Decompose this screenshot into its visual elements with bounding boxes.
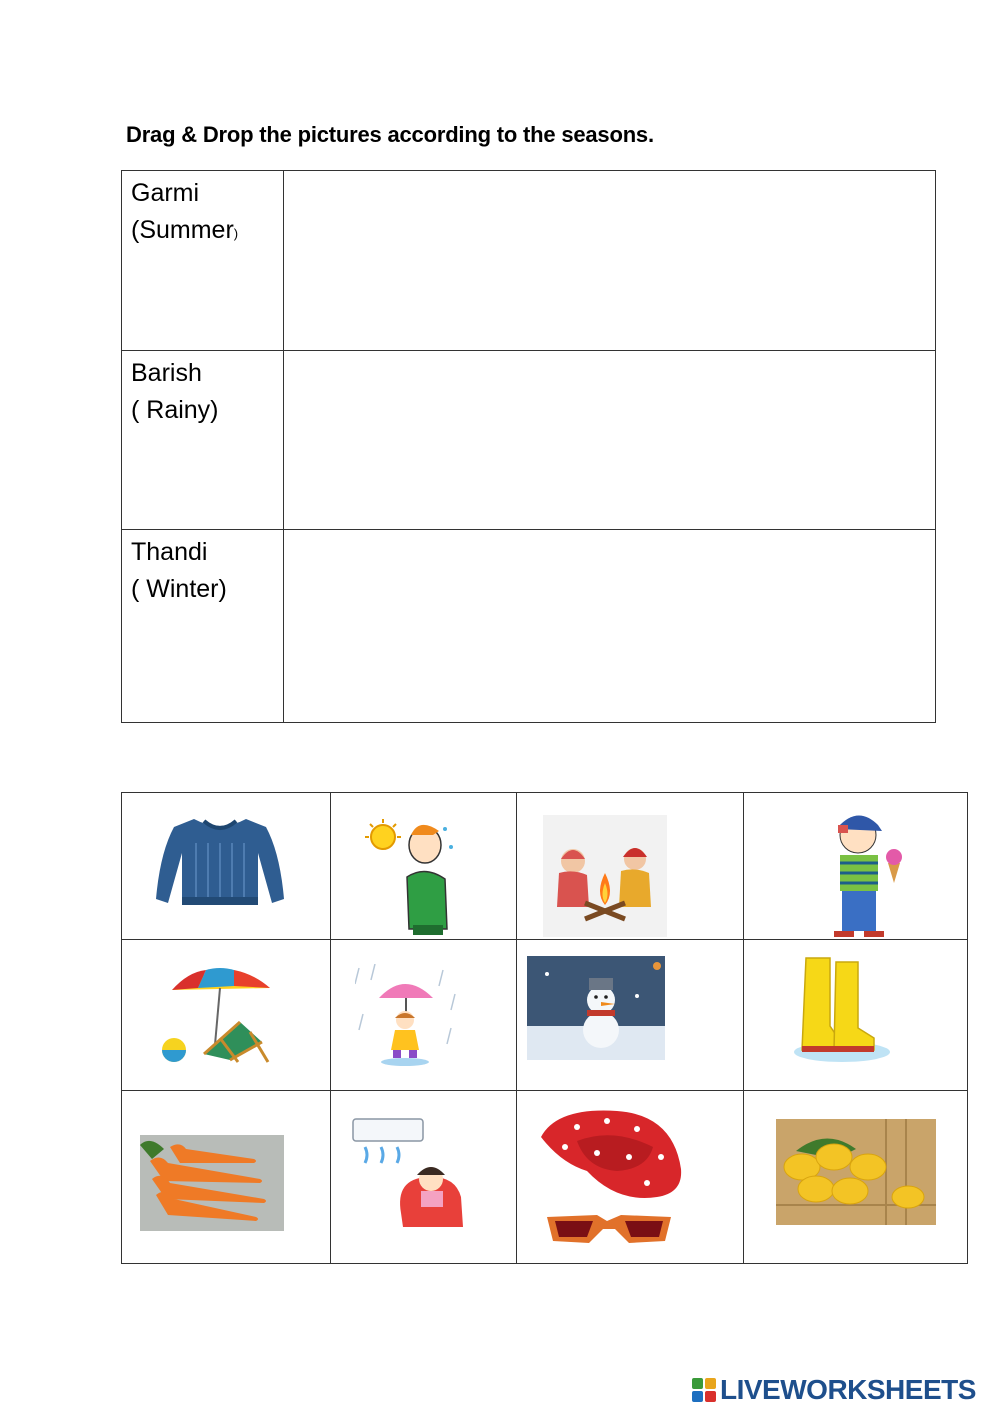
season-english: (Summer: [131, 216, 234, 244]
liveworksheets-logo-icon: [692, 1378, 716, 1402]
picture-cell: [744, 940, 968, 1091]
drop-zone-winter[interactable]: [283, 530, 935, 723]
liveworksheets-watermark: [692, 1374, 976, 1406]
season-table: [121, 170, 936, 723]
picture-cell: [331, 793, 517, 940]
boy-sweating-in-sun-icon[interactable]: [353, 817, 463, 937]
picture-cell: [517, 940, 744, 1091]
boy-with-ice-cream-icon[interactable]: [824, 807, 910, 939]
instruction-text: Drag & Drop the pictures according to the seasons.: [126, 122, 654, 147]
picture-grid: [121, 792, 968, 1264]
season-label-rainy: [122, 351, 284, 530]
picture-cell: [122, 1091, 331, 1264]
beach-umbrella-and-chair-icon[interactable]: [158, 962, 288, 1068]
season-name: Thandi: [131, 538, 208, 566]
picture-cell: [122, 793, 331, 940]
season-name: Garmi: [131, 179, 200, 207]
drop-zone-summer[interactable]: [283, 171, 935, 351]
picture-cell: [517, 1091, 744, 1264]
girl-under-air-conditioner-icon[interactable]: [351, 1115, 475, 1233]
season-english: ( Rainy): [131, 396, 219, 424]
season-label-summer: [122, 171, 284, 351]
yellow-rain-boots-icon[interactable]: [792, 954, 896, 1066]
sweater-icon[interactable]: [154, 813, 286, 909]
carrots-icon[interactable]: [140, 1135, 284, 1231]
season-name: Barish: [131, 359, 202, 387]
watermark-text: LIVEWORKSHEETS: [720, 1374, 976, 1405]
picture-cell: [744, 793, 968, 940]
drop-zone-rainy[interactable]: [283, 351, 935, 530]
snowman-icon[interactable]: [527, 956, 665, 1060]
kids-at-bonfire-icon[interactable]: [543, 815, 667, 937]
mangoes-icon[interactable]: [776, 1119, 936, 1225]
sun-hat-and-sunglasses-icon[interactable]: [537, 1107, 685, 1251]
season-english: ( Winter): [131, 575, 227, 603]
picture-cell: [331, 940, 517, 1091]
picture-cell: [744, 1091, 968, 1264]
season-english-close: ): [233, 226, 239, 241]
picture-cell: [517, 793, 744, 940]
season-label-winter: [122, 530, 284, 723]
picture-cell: [331, 1091, 517, 1264]
girl-with-umbrella-in-rain-icon[interactable]: [355, 964, 459, 1068]
picture-cell: [122, 940, 331, 1091]
